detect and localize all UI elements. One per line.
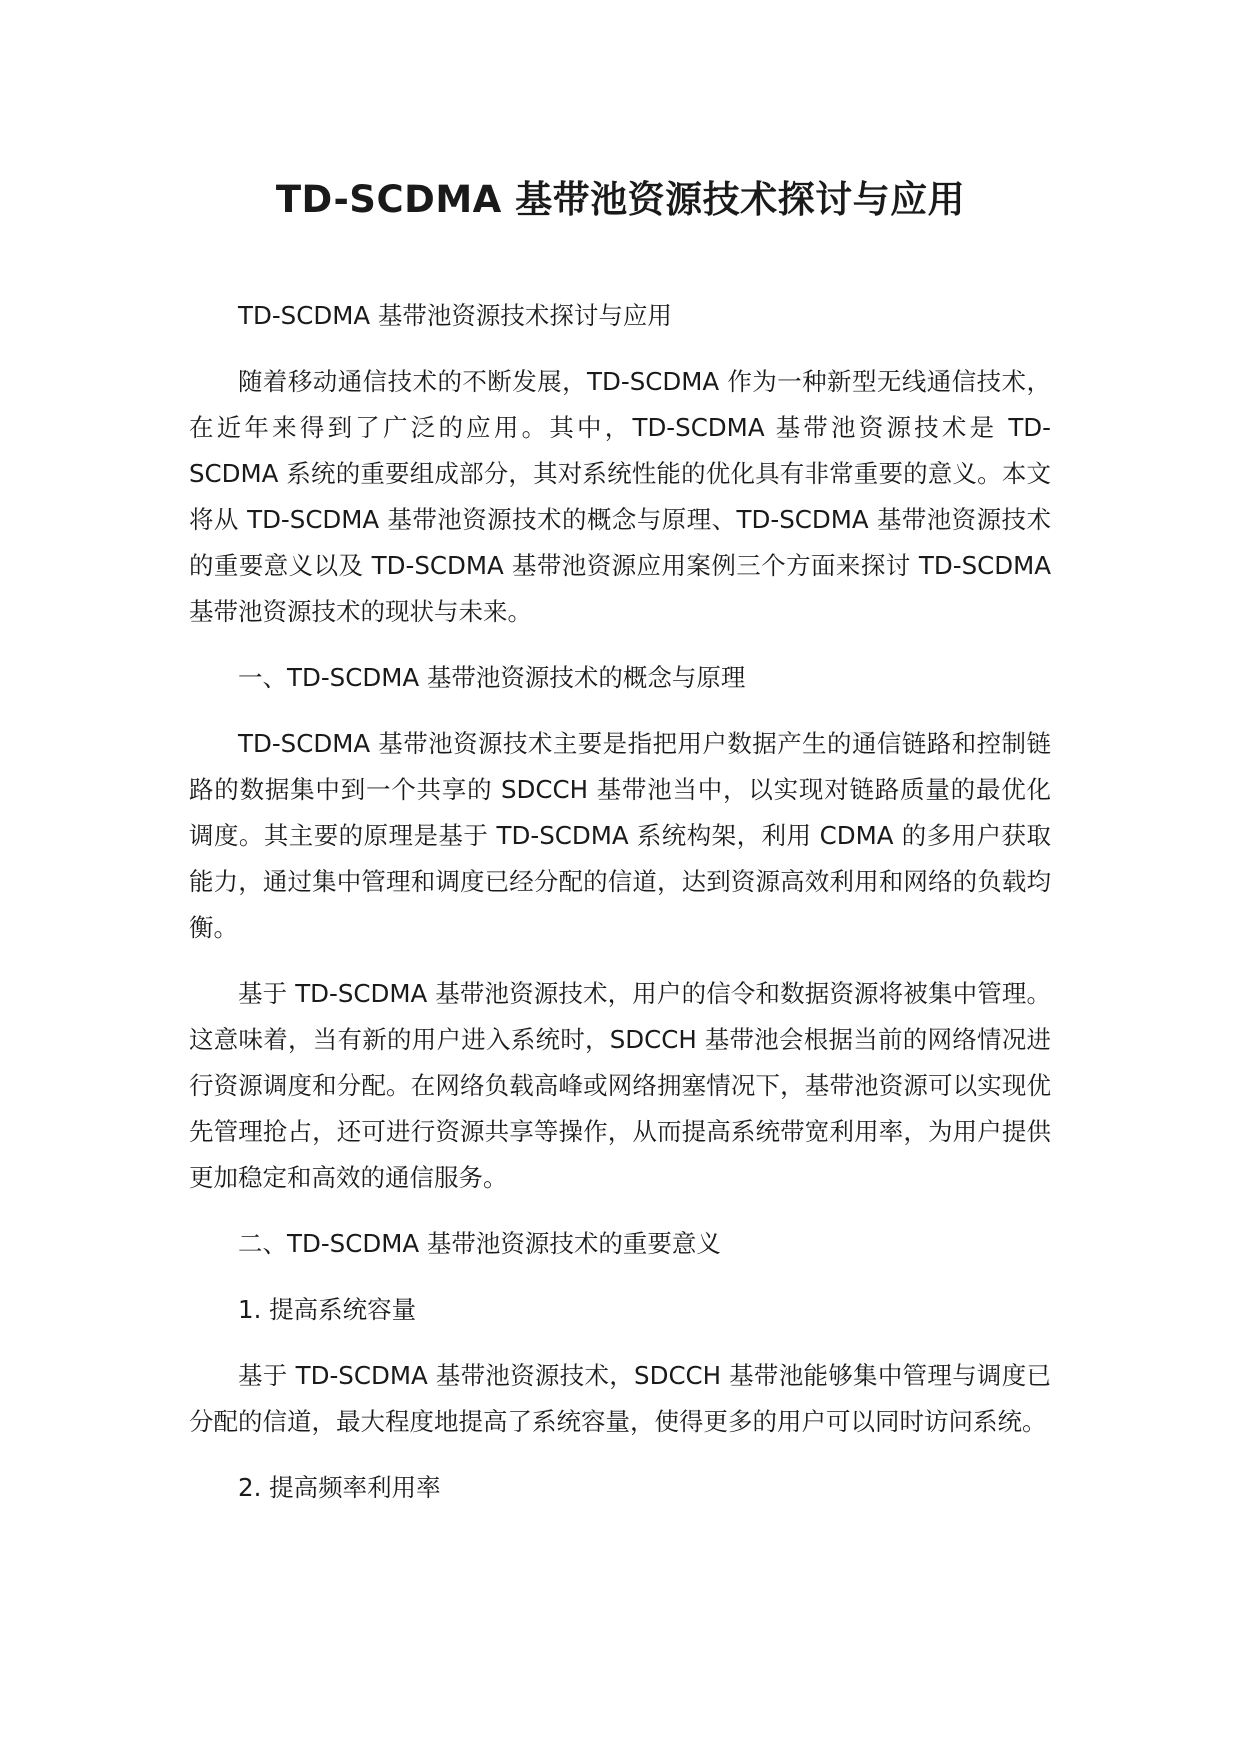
section-heading-1: 一、TD-SCDMA 基带池资源技术的概念与原理 xyxy=(238,663,746,692)
paragraph-concept: TD-SCDMA 基带池资源技术主要是指把用户数据产生的通信链路和控制链路的数据集中到一个共享的 SDCCH 基带池当中，以实现对链路质量的最优化调度。其主要的原理是基于 TD-SCDMA 系统构架，利用 CDMA 的多用户获取能力，通过集中管理和调度已经分配的信道，达到资源高效利用和网络的负载均衡。 xyxy=(189,729,1051,942)
subheading-frequency: 2. 提高频率利用率 xyxy=(238,1473,441,1502)
paragraph-principle: 基于 TD-SCDMA 基带池资源技术，用户的信令和数据资源将被集中管理。这意味着，当有新的用户进入系统时，SDCCH 基带池会根据当前的网络情况进行资源调度和分配。在网络负载高峰或网络拥塞情况下，基带池资源可以实现优先管理抢占，还可进行资源共享等操作，从而提高系统带宽利用率，为用户提供更加稳定和高效的通信服务。 xyxy=(189,979,1051,1192)
document-title: TD-SCDMA 基带池资源技术探讨与应用 xyxy=(275,178,966,221)
document-body xyxy=(189,293,1051,1511)
paragraph-subtitle: TD-SCDMA 基带池资源技术探讨与应用 xyxy=(238,301,672,330)
section-heading-2: 二、TD-SCDMA 基带池资源技术的重要意义 xyxy=(238,1229,721,1258)
subheading-capacity: 1. 提高系统容量 xyxy=(238,1295,417,1324)
paragraph-capacity: 基于 TD-SCDMA 基带池资源技术，SDCCH 基带池能够集中管理与调度已分配的信道，最大程度地提高了系统容量，使得更多的用户可以同时访问系统。 xyxy=(189,1361,1051,1436)
paragraph-intro: 随着移动通信技术的不断发展，TD-SCDMA 作为一种新型无线通信技术，在近年来得到了广泛的应用。其中，TD-SCDMA 基带池资源技术是 TD-SCDMA 系统的重要组成部分，其对系统性能的优化具有非常重要的意义。本文将从 TD-SCDMA 基带池资源技术的概念与原理、TD-SCDMA 基带池资源技术的重要意义以及 TD-SCDMA 基带池资源应用案例三个方面来探讨 TD-SCDMA 基带池资源技术的现状与未来。 xyxy=(189,367,1051,626)
